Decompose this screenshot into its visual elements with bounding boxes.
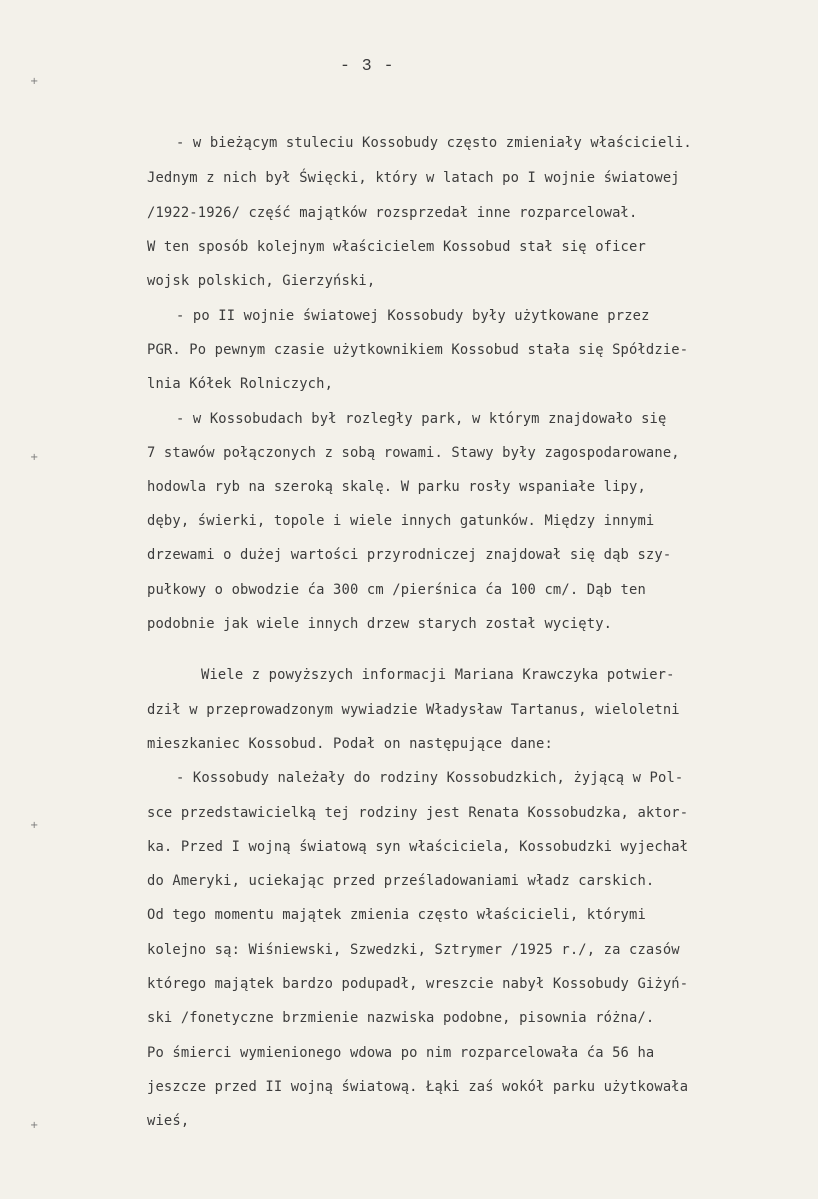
text-line: dził w przeprowadzonym wywiadzie Władysław Tartanus, wieloletni <box>147 702 680 718</box>
binding-mark: + <box>30 1120 39 1131</box>
text-line: wojsk polskich, Gierzyński, <box>147 273 376 289</box>
text-line: Jednym z nich był Święcki, który w latach po I wojnie światowej <box>147 170 680 186</box>
page-number: - 3 - <box>340 56 395 75</box>
text-line: którego majątek bardzo podupadł, wreszcie nabył Kossobudy Giżyń- <box>147 976 689 992</box>
text-line: dęby, świerki, topole i wiele innych gatunków. Między innymi <box>147 513 655 529</box>
text-line: kolejno są: Wiśniewski, Szwedzki, Sztrymer /1925 r./, za czasów <box>147 942 680 958</box>
binding-mark: + <box>30 76 39 87</box>
text-line: Po śmierci wymienionego wdowa po nim rozparcelowała ća 56 ha <box>147 1045 655 1061</box>
binding-mark: + <box>30 820 39 831</box>
text-line: drzewami o dużej wartości przyrodniczej znajdował się dąb szy- <box>147 547 672 563</box>
text-line: Od tego momentu majątek zmienia często właścicieli, którymi <box>147 907 646 923</box>
text-line: podobnie jak wiele innych drzew starych został wycięty. <box>147 616 613 632</box>
text-line: /1922-1926/ część majątków rozsprzedał inne rozparcelował. <box>147 205 638 221</box>
text-line: pułkowy o obwodzie ća 300 cm /pierśnica ća 100 cm/. Dąb ten <box>147 582 646 598</box>
text-line: ski /fonetyczne brzmienie nazwiska podobne, pisownia różna/. <box>147 1010 655 1026</box>
text-line: wieś, <box>147 1113 190 1129</box>
text-line: jeszcze przed II wojną światową. Łąki zaś wokół parku użytkowała <box>147 1079 689 1095</box>
text-line: - w Kossobudach był rozległy park, w którym znajdowało się <box>176 411 667 427</box>
text-line: - Kossobudy należały do rodziny Kossobudzkich, żyjącą w Pol- <box>176 770 684 786</box>
binding-mark: + <box>30 452 39 463</box>
text-line: 7 stawów połączonych z sobą rowami. Stawy były zagospodarowane, <box>147 445 680 461</box>
text-line: - w bieżącym stuleciu Kossobudy często zmieniały właścicieli. <box>176 135 692 151</box>
text-line: ka. Przed I wojną światową syn właściciela, Kossobudzki wyjechał <box>147 839 689 855</box>
text-line: sce przedstawicielką tej rodziny jest Renata Kossobudzka, aktor- <box>147 805 689 821</box>
text-line: do Ameryki, uciekając przed prześladowaniami władz carskich. <box>147 873 655 889</box>
text-line: mieszkaniec Kossobud. Podał on następujące dane: <box>147 736 553 752</box>
text-line: W ten sposób kolejnym właścicielem Kossobud stał się oficer <box>147 239 646 255</box>
text-line: Wiele z powyższych informacji Mariana Krawczyka potwier- <box>201 667 675 683</box>
text-line: lnia Kółek Rolniczych, <box>147 376 334 392</box>
text-line: PGR. Po pewnym czasie użytkownikiem Kossobud stała się Spółdzie- <box>147 342 689 358</box>
text-line: hodowla ryb na szeroką skalę. W parku rosły wspaniałe lipy, <box>147 479 646 495</box>
text-line: - po II wojnie światowej Kossobudy były użytkowane przez <box>176 308 650 324</box>
